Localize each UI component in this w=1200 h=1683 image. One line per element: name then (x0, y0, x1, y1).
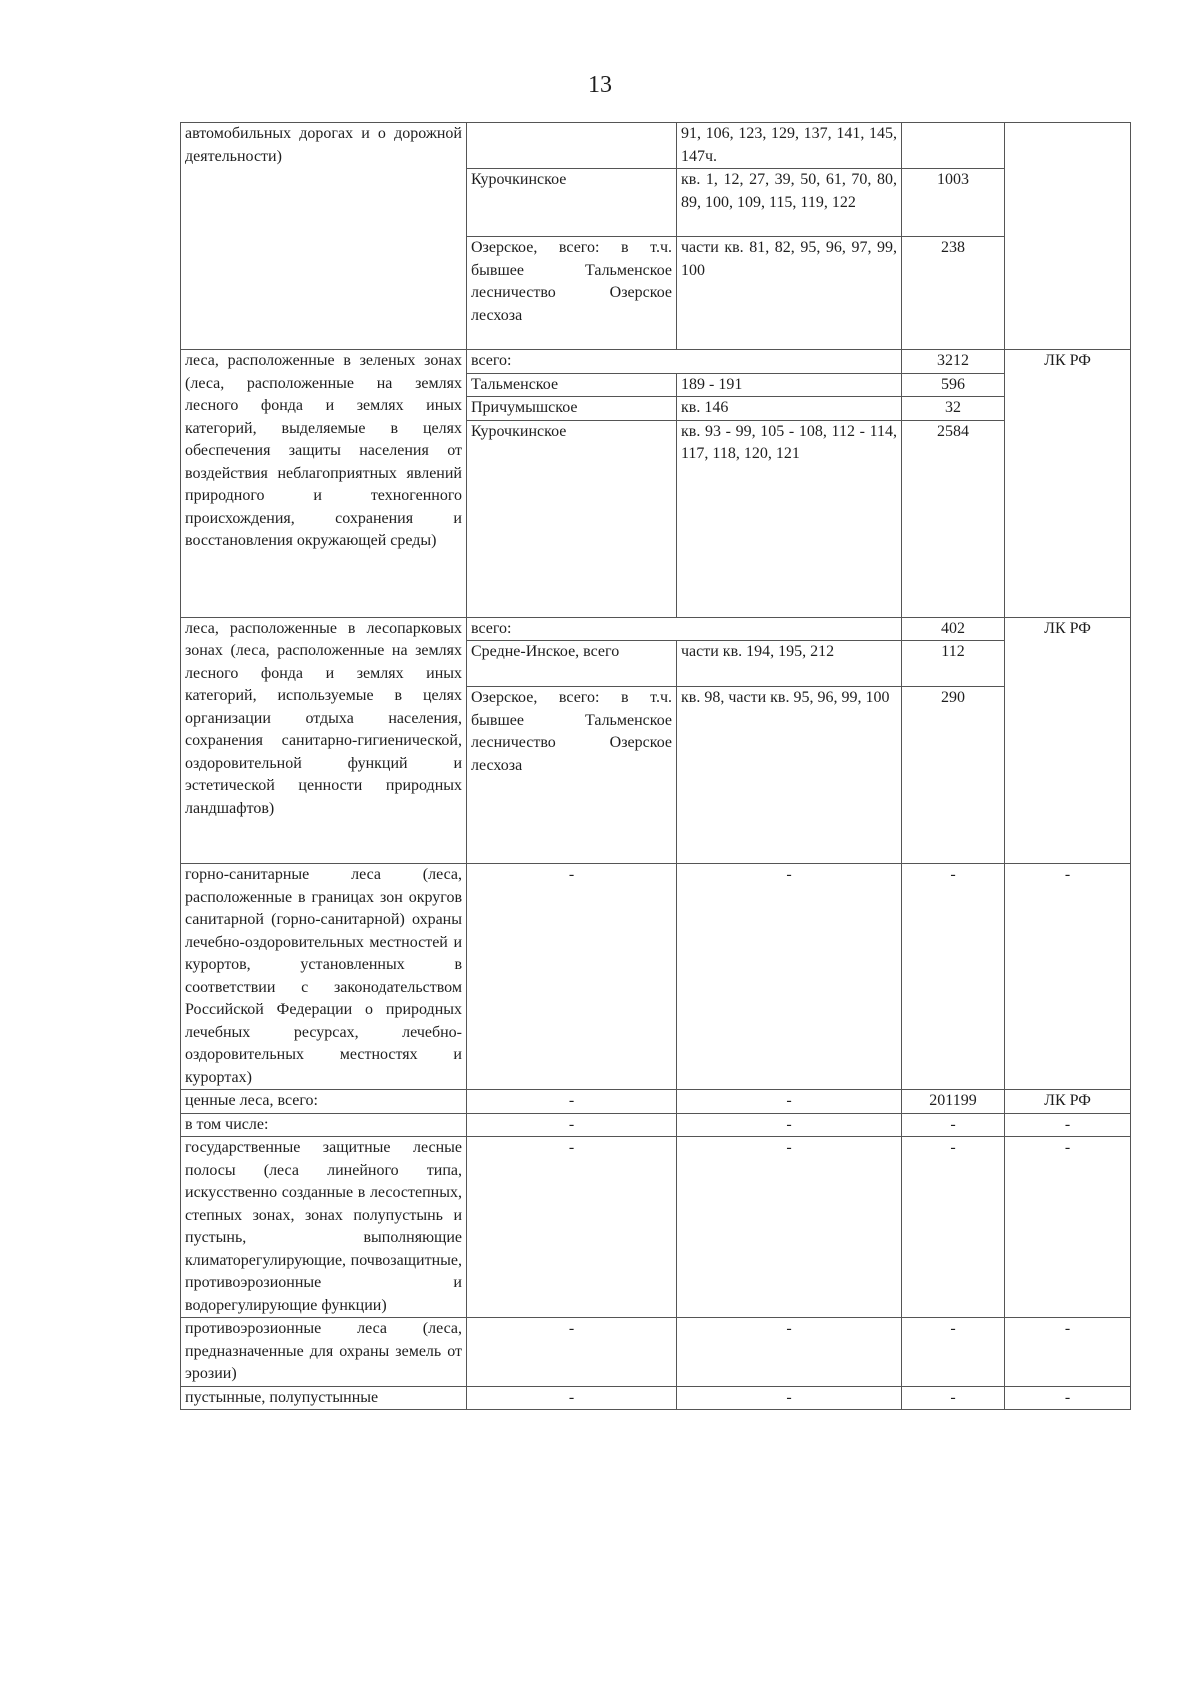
district-cell: Озерское, всего: в т.ч. бывшее Тальменское лесничество Озерское лесхоза (467, 687, 677, 864)
category-cell: леса, расположенные в лесопарковых зонах (леса, расположенные на землях лесного фонда и землях иных категорий, используемые в целях организации отдыха населения, сохранения санитарно-гигиенической, оздоровительной функций и эстетической ценности природных ландшафтов) (181, 617, 467, 864)
dash-cell: - (677, 864, 902, 1090)
dash-cell: - (677, 1090, 902, 1114)
dash-cell: - (902, 1318, 1005, 1387)
dash-cell: - (467, 1386, 677, 1410)
dash-cell: - (902, 864, 1005, 1090)
dash-cell: - (467, 1113, 677, 1137)
dash-cell: - (677, 1318, 902, 1387)
area-cell: 32 (902, 397, 1005, 421)
dash-cell: - (1005, 1113, 1131, 1137)
total-label-cell: всего: (467, 350, 902, 374)
table-row (181, 864, 1131, 1090)
blocks-cell: кв. 1, 12, 27, 39, 50, 61, 70, 80, 89, 100, 109, 115, 119, 122 (677, 169, 902, 237)
area-cell: 290 (902, 687, 1005, 864)
district-cell: Озерское, всего: в т.ч. бывшее Тальменское лесничество Озерское лесхоза (467, 237, 677, 350)
district-cell: Причумышское (467, 397, 677, 421)
dash-cell: - (1005, 1318, 1131, 1387)
basis-cell (1005, 123, 1131, 350)
category-cell: автомобильных дорогах и о дорожной деятельности) (181, 123, 467, 350)
area-cell: 402 (902, 617, 1005, 641)
category-cell: противоэрозионные леса (леса, предназначенные для охраны земель от эрозии) (181, 1318, 467, 1387)
district-cell: Тальменское (467, 373, 677, 397)
district-cell: Курочкинское (467, 420, 677, 617)
dash-cell: - (1005, 864, 1131, 1090)
district-cell (467, 123, 677, 169)
table-row (181, 1318, 1131, 1387)
category-cell: леса, расположенные в зеленых зонах (леса, расположенные на землях лесного фонда и землях иных категорий, выделяемые в целях обеспечения защиты населения от воздействия неблагоприятных явлений природного и техногенного происхождения, сохранения и восстановления окружающей среды) (181, 350, 467, 618)
basis-cell: ЛК РФ (1005, 1090, 1131, 1114)
category-cell: горно-санитарные леса (леса, расположенные в границах зон округов санитарной (горно-санитарной) охраны лечебно-оздоровительных местностей и курортов, установленных в соответствии с законодательством Российской Федерации о природных лечебных ресурсах, лечебно-оздоровительных местностях и курортах) (181, 864, 467, 1090)
blocks-cell: части кв. 81, 82, 95, 96, 97, 99, 100 (677, 237, 902, 350)
dash-cell: - (677, 1137, 902, 1318)
table-row (181, 617, 1131, 641)
category-cell: пустынные, полупустынные (181, 1386, 467, 1410)
blocks-cell: кв. 98, части кв. 95, 96, 99, 100 (677, 687, 902, 864)
area-cell: 238 (902, 237, 1005, 350)
area-cell: 3212 (902, 350, 1005, 374)
area-cell: 201199 (902, 1090, 1005, 1114)
blocks-cell: 91, 106, 123, 129, 137, 141, 145, 147ч. (677, 123, 902, 169)
dash-cell: - (902, 1386, 1005, 1410)
forest-table (180, 122, 1131, 1410)
blocks-cell: кв. 146 (677, 397, 902, 421)
dash-cell: - (467, 1137, 677, 1318)
district-cell: Средне-Инское, всего (467, 641, 677, 687)
dash-cell: - (467, 1090, 677, 1114)
table-row (181, 350, 1131, 374)
area-cell: 2584 (902, 420, 1005, 617)
table-row (181, 1137, 1131, 1318)
district-cell: Курочкинское (467, 169, 677, 237)
dash-cell: - (902, 1137, 1005, 1318)
dash-cell: - (467, 864, 677, 1090)
dash-cell: - (1005, 1137, 1131, 1318)
dash-cell: - (677, 1386, 902, 1410)
table-row (181, 1386, 1131, 1410)
category-cell: в том числе: (181, 1113, 467, 1137)
area-cell: 596 (902, 373, 1005, 397)
area-cell: 1003 (902, 169, 1005, 237)
category-cell: государственные защитные лесные полосы (леса линейного типа, искусственно созданные в лесостепных, степных зонах, зонах полупустынь и пустынь, выполняющие климаторегулирующие, почвозащитные, противоэрозионные и водорегулирующие функции) (181, 1137, 467, 1318)
blocks-cell: кв. 93 - 99, 105 - 108, 112 - 114, 117, 118, 120, 121 (677, 420, 902, 617)
basis-cell: ЛК РФ (1005, 350, 1131, 618)
dash-cell: - (902, 1113, 1005, 1137)
dash-cell: - (467, 1318, 677, 1387)
table-row (181, 1090, 1131, 1114)
category-cell: ценные леса, всего: (181, 1090, 467, 1114)
basis-cell: ЛК РФ (1005, 617, 1131, 864)
blocks-cell: части кв. 194, 195, 212 (677, 641, 902, 687)
blocks-cell: 189 - 191 (677, 373, 902, 397)
table-row (181, 1113, 1131, 1137)
page-number: 13 (588, 72, 612, 98)
total-label-cell: всего: (467, 617, 902, 641)
dash-cell: - (677, 1113, 902, 1137)
area-cell (902, 123, 1005, 169)
dash-cell: - (1005, 1386, 1131, 1410)
table-row (181, 123, 1131, 169)
area-cell: 112 (902, 641, 1005, 687)
